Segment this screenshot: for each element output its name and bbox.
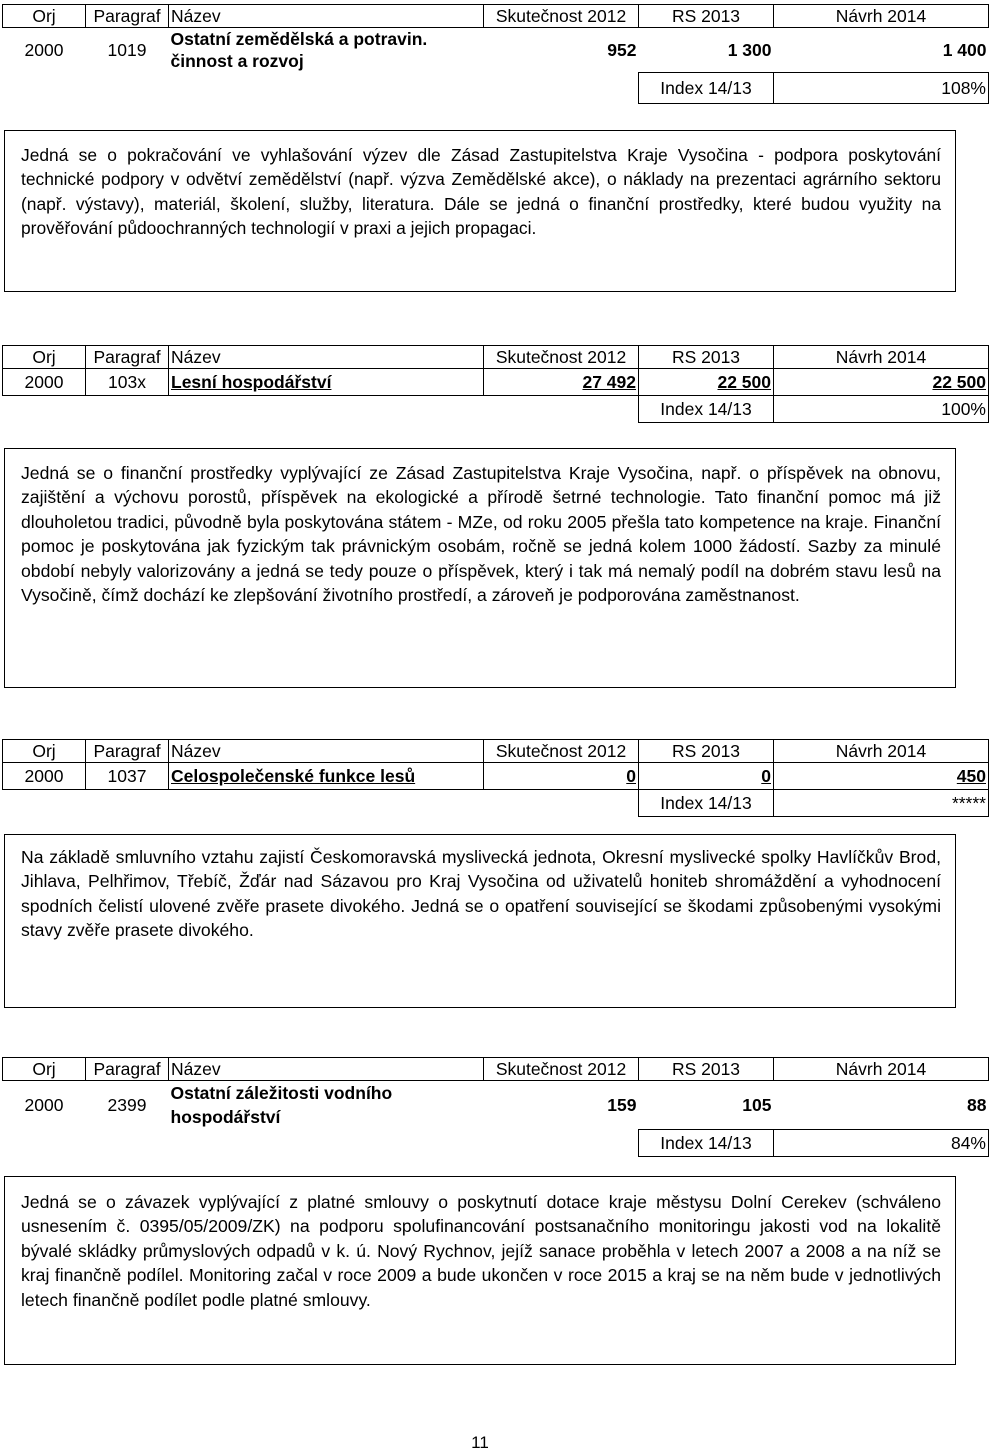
table-row — [3, 763, 989, 790]
col-orj-header: Orj — [3, 740, 86, 763]
index-row — [3, 1129, 989, 1156]
nazev-text: Lesní hospodářství — [171, 372, 332, 392]
skutecnost-text: 27 492 — [582, 372, 636, 392]
nazev-value — [169, 369, 484, 396]
col-rs-header: RS 2013 — [639, 740, 774, 763]
nazev-text: Celospolečenské funkce lesů — [171, 766, 416, 786]
budget-item-1037 — [0, 739, 986, 817]
table-row — [3, 369, 989, 396]
col-navrh-header: Návrh 2014 — [774, 1058, 989, 1081]
rs-text: 22 500 — [717, 372, 771, 392]
index-value: ***** — [774, 790, 989, 817]
item-description: Jedná se o finanční prostředky vyplývající ze Zásad Zastupitelstva Kraje Vysočina, např. o příspěvek na obnovu, zajištění a výchovu porostů, příspěvek na ekologické a přírodě šetrné technologie. Tato finanční pomoc má již dlouholetou tradici, původně byla poskytována státem - MZe, od roku 2005 přešla tato kompetence na kraje. Finanční pomoc je poskytována jak fyzickým tak právnickým osobám, ročně se jedná kolem 1000 žádostí. Sazby za minulé období nebyly valorizovány a jedná se tedy pouze o příspěvek, který i tak má nemalý podíl na dobrém stavu lesů na Vysočině, čímž dochází ke zlepšování životního prostředí, a zároveň je podporována zaměstnanost. — [4, 448, 956, 688]
paragraf-value: 2399 — [107, 1095, 147, 1115]
item-description: Jedná se o závazek vyplývající z platné smlouvy o poskytnutí dotace kraje městysu Dolní Cerekev (schváleno usnesením č. 0395/05/2009/ZK) na podporu spolufinancování postsanačního monitoringu jakosti vod na lokalitě bývalé skládky průmyslových odpadů v k. ú. Nový Rychnov, jejíž sanace proběhla v letech 2007 a 2008 a na níž se kraj finančně podílel. Monitoring začal v roce 2009 a bude ukončen v roce 2015 a kraj se na něm bude v jednotlivých letech finančně podílet podle platné smlouvy. — [4, 1176, 956, 1365]
col-rs-header: RS 2013 — [639, 5, 774, 28]
skutecnost-text: 0 — [626, 766, 636, 786]
table-header-row — [3, 1058, 989, 1081]
rs-value — [639, 763, 774, 790]
navrh-text: 22 500 — [932, 372, 986, 392]
budget-table — [2, 345, 989, 423]
rs-text: 0 — [761, 766, 771, 786]
index-value: 108% — [774, 72, 989, 103]
index-row — [3, 72, 989, 103]
navrh-value — [774, 763, 989, 790]
col-skutecnost-header: Skutečnost 2012 — [484, 5, 639, 28]
nazev-line: Ostatní zemědělská a potravin. — [170, 29, 428, 49]
col-nazev-header: Název — [169, 346, 484, 369]
index-row — [3, 790, 989, 817]
col-orj-header: Orj — [3, 346, 86, 369]
col-orj-header: Orj — [3, 1058, 86, 1081]
table-row — [3, 28, 989, 73]
nazev-line: činnost a rozvoj — [170, 51, 304, 71]
skutecnost-value: 952 — [607, 40, 637, 60]
table-header-row — [3, 5, 989, 28]
index-label: Index 14/13 — [639, 72, 774, 103]
table-row — [3, 1081, 989, 1130]
col-paragraf-header: Paragraf — [86, 740, 169, 763]
skutecnost-value: 159 — [607, 1095, 637, 1115]
budget-table — [2, 739, 989, 817]
col-skutecnost-header: Skutečnost 2012 — [484, 346, 639, 369]
col-paragraf-header: Paragraf — [86, 5, 169, 28]
table-header-row — [3, 740, 989, 763]
col-navrh-header: Návrh 2014 — [774, 5, 989, 28]
paragraf-value: 103x — [86, 369, 169, 396]
orj-value: 2000 — [24, 1095, 64, 1115]
orj-value: 2000 — [3, 369, 86, 396]
navrh-value: 88 — [967, 1094, 987, 1115]
col-rs-header: RS 2013 — [639, 1058, 774, 1081]
col-navrh-header: Návrh 2014 — [774, 740, 989, 763]
page-number: 11 — [471, 1433, 489, 1452]
navrh-value — [774, 369, 989, 396]
col-nazev-header: Název — [169, 1058, 484, 1081]
col-rs-header: RS 2013 — [639, 346, 774, 369]
navrh-text: 450 — [956, 766, 986, 786]
navrh-value: 1 400 — [942, 39, 987, 60]
budget-item-1019 — [0, 4, 987, 104]
col-orj-header: Orj — [3, 5, 86, 28]
index-value: 100% — [774, 396, 989, 423]
rs-value: 105 — [742, 1094, 772, 1115]
index-value: 84% — [774, 1129, 989, 1156]
rs-value — [639, 369, 774, 396]
orj-value: 2000 — [3, 763, 86, 790]
col-paragraf-header: Paragraf — [86, 1058, 169, 1081]
item-description: Na základě smluvního vztahu zajistí Českomoravská myslivecká jednota, Okresní myslivecké spolky Havlíčkův Brod, Jihlava, Pelhřimov, Třebíč, Žďár nad Sázavou pro Kraj Vysočina od uživatelů honiteb shromáždění a vyhodnocení spodních čelistí ulovené zvěře prasete divokého. Jedná se o opatření související se škodami způsobenými vysokými stavy zvěře prasete divokého. — [4, 834, 956, 1008]
orj-value: 2000 — [24, 40, 64, 60]
budget-item-2399 — [0, 1057, 987, 1157]
item-description: Jedná se o pokračování ve vyhlašování výzev dle Zásad Zastupitelstva Kraje Vysočina - podpora poskytování technické podpory v odvětví zemědělství (např. výzva Zemědělské akce), o náklady na prezentaci agrárního sektoru (např. výstavy), materiál, školení, služby, literatura. Dále se jedná o finanční prostředky, které budou využity na prověřování půdoochranných technologií v praxi a jejich propagaci. — [4, 130, 956, 292]
col-paragraf-header: Paragraf — [86, 346, 169, 369]
table-header-row — [3, 346, 989, 369]
paragraf-value: 1037 — [86, 763, 169, 790]
nazev-value — [169, 763, 484, 790]
col-skutecnost-header: Skutečnost 2012 — [484, 1058, 639, 1081]
skutecnost-value — [484, 369, 639, 396]
col-nazev-header: Název — [169, 740, 484, 763]
col-navrh-header: Návrh 2014 — [774, 346, 989, 369]
col-skutecnost-header: Skutečnost 2012 — [484, 740, 639, 763]
nazev-value — [169, 28, 484, 73]
index-label: Index 14/13 — [639, 1129, 774, 1156]
nazev-value — [169, 1081, 484, 1130]
nazev-line: hospodářství — [170, 1107, 281, 1127]
budget-item-103x — [0, 345, 986, 423]
rs-value: 1 300 — [727, 39, 772, 60]
budget-table — [2, 1057, 989, 1157]
budget-table — [2, 4, 989, 104]
index-label: Index 14/13 — [639, 396, 774, 423]
index-row — [3, 396, 989, 423]
skutecnost-value — [484, 763, 639, 790]
col-nazev-header: Název — [169, 5, 484, 28]
nazev-line: Ostatní záležitosti vodního — [170, 1083, 393, 1103]
paragraf-value: 1019 — [107, 40, 147, 60]
index-label: Index 14/13 — [639, 790, 774, 817]
